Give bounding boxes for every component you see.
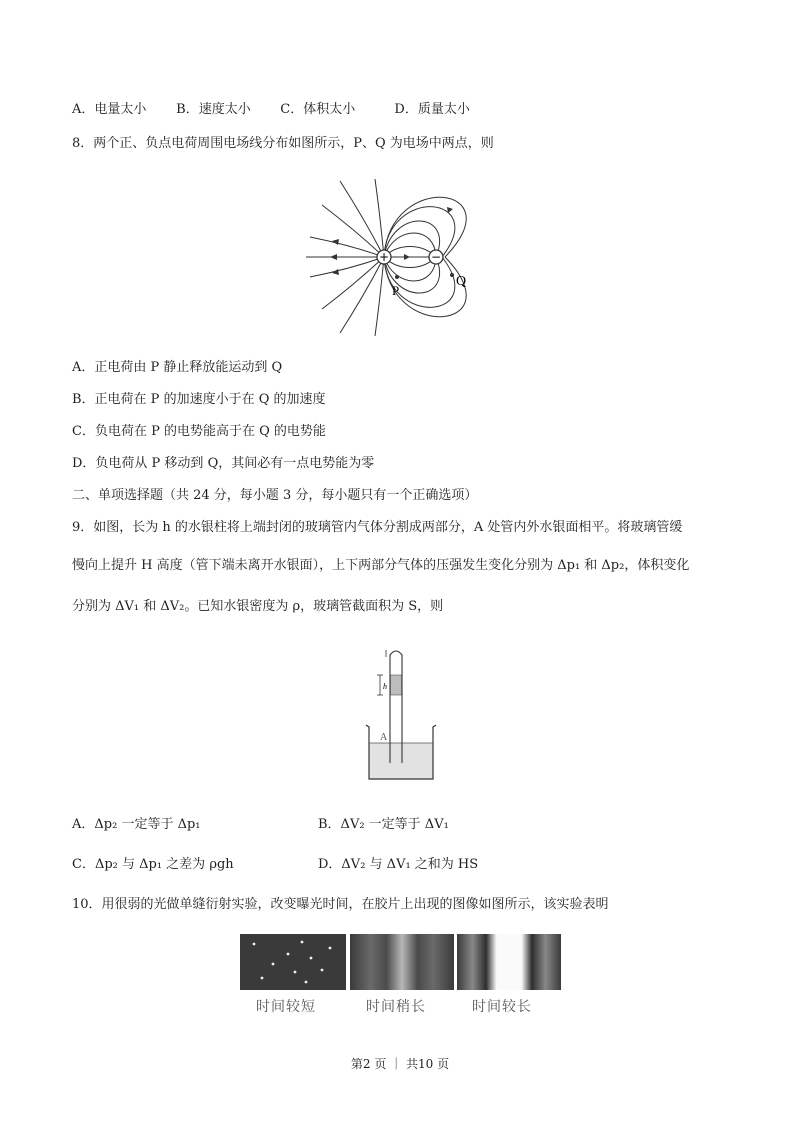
q9-option-a: A．Δp₂ 一定等于 Δp₁ xyxy=(72,817,201,832)
q9-stem-line-2: 慢向上提升 H 高度（管下端未离开水银面），上下两部分气体的压强发生变化分别为 Δp₁ 和 Δp₂，体积变化 xyxy=(72,558,690,573)
caption-long-time: 时间较长 xyxy=(472,999,532,1015)
q8-option-d: D．负电荷从 P 移动到 Q，其间必有一点电势能为零 xyxy=(72,456,375,471)
diffraction-image-medium xyxy=(350,934,454,990)
q9-stem-line-1: 9．如图，长为 h 的水银柱将上端封闭的玻璃管内气体分割成两部分，A 处管内外水银面相平。将玻璃管缓 xyxy=(72,520,683,535)
caption-medium-time: 时间稍长 xyxy=(366,999,426,1015)
q8-option-a: A．正电荷由 P 静止释放能运动到 Q xyxy=(72,360,283,375)
diffraction-image-short xyxy=(240,934,346,990)
label-h: h xyxy=(383,682,387,691)
q10-stem: 10．用很弱的光做单缝衍射实验，改变曝光时间，在胶片上出现的图像如图所示，该实验表明 xyxy=(72,897,609,912)
q8-option-b: B．正电荷在 P 的加速度小于在 Q 的加速度 xyxy=(72,392,326,407)
page-footer: 第2 页 ｜ 共10 页 xyxy=(350,1057,450,1071)
mercury-tube-figure xyxy=(362,645,442,785)
electric-field-figure xyxy=(300,175,500,340)
q9-option-c: C．Δp₂ 与 Δp₁ 之差为 ρgh xyxy=(72,857,234,872)
label-a: A xyxy=(380,732,388,743)
q9-stem-line-3: 分别为 ΔV₁ 和 ΔV₂。已知水银密度为 ρ，玻璃管截面积为 S，则 xyxy=(72,599,444,614)
plus-charge-symbol: + xyxy=(378,250,390,264)
q8-option-c: C．负电荷在 P 的电势能高于在 Q 的电势能 xyxy=(72,424,326,439)
q7-option-c: C．体积太小 xyxy=(280,102,356,117)
q7-option-d: D．质量太小 xyxy=(394,102,470,117)
section-2-heading: 二、单项选择题（共 24 分，每小题 3 分，每小题只有一个正确选项） xyxy=(72,488,478,503)
q7-option-b: B．速度太小 xyxy=(176,102,251,117)
q7-options xyxy=(72,100,470,120)
q9-option-b: B．ΔV₂ 一定等于 ΔV₁ xyxy=(318,817,449,832)
point-p-label: P xyxy=(392,283,400,298)
q7-option-a: A．电量太小 xyxy=(72,102,147,117)
q9-option-d: D．ΔV₂ 与 ΔV₁ 之和为 HS xyxy=(318,857,479,872)
point-q-label: Q xyxy=(456,274,467,289)
diffraction-image-long xyxy=(457,934,561,990)
minus-charge-symbol: − xyxy=(430,250,442,264)
q8-stem: 8．两个正、负点电荷周围电场线分布如图所示，P、Q 为电场中两点，则 xyxy=(72,136,494,151)
caption-short-time: 时间较短 xyxy=(256,999,316,1015)
